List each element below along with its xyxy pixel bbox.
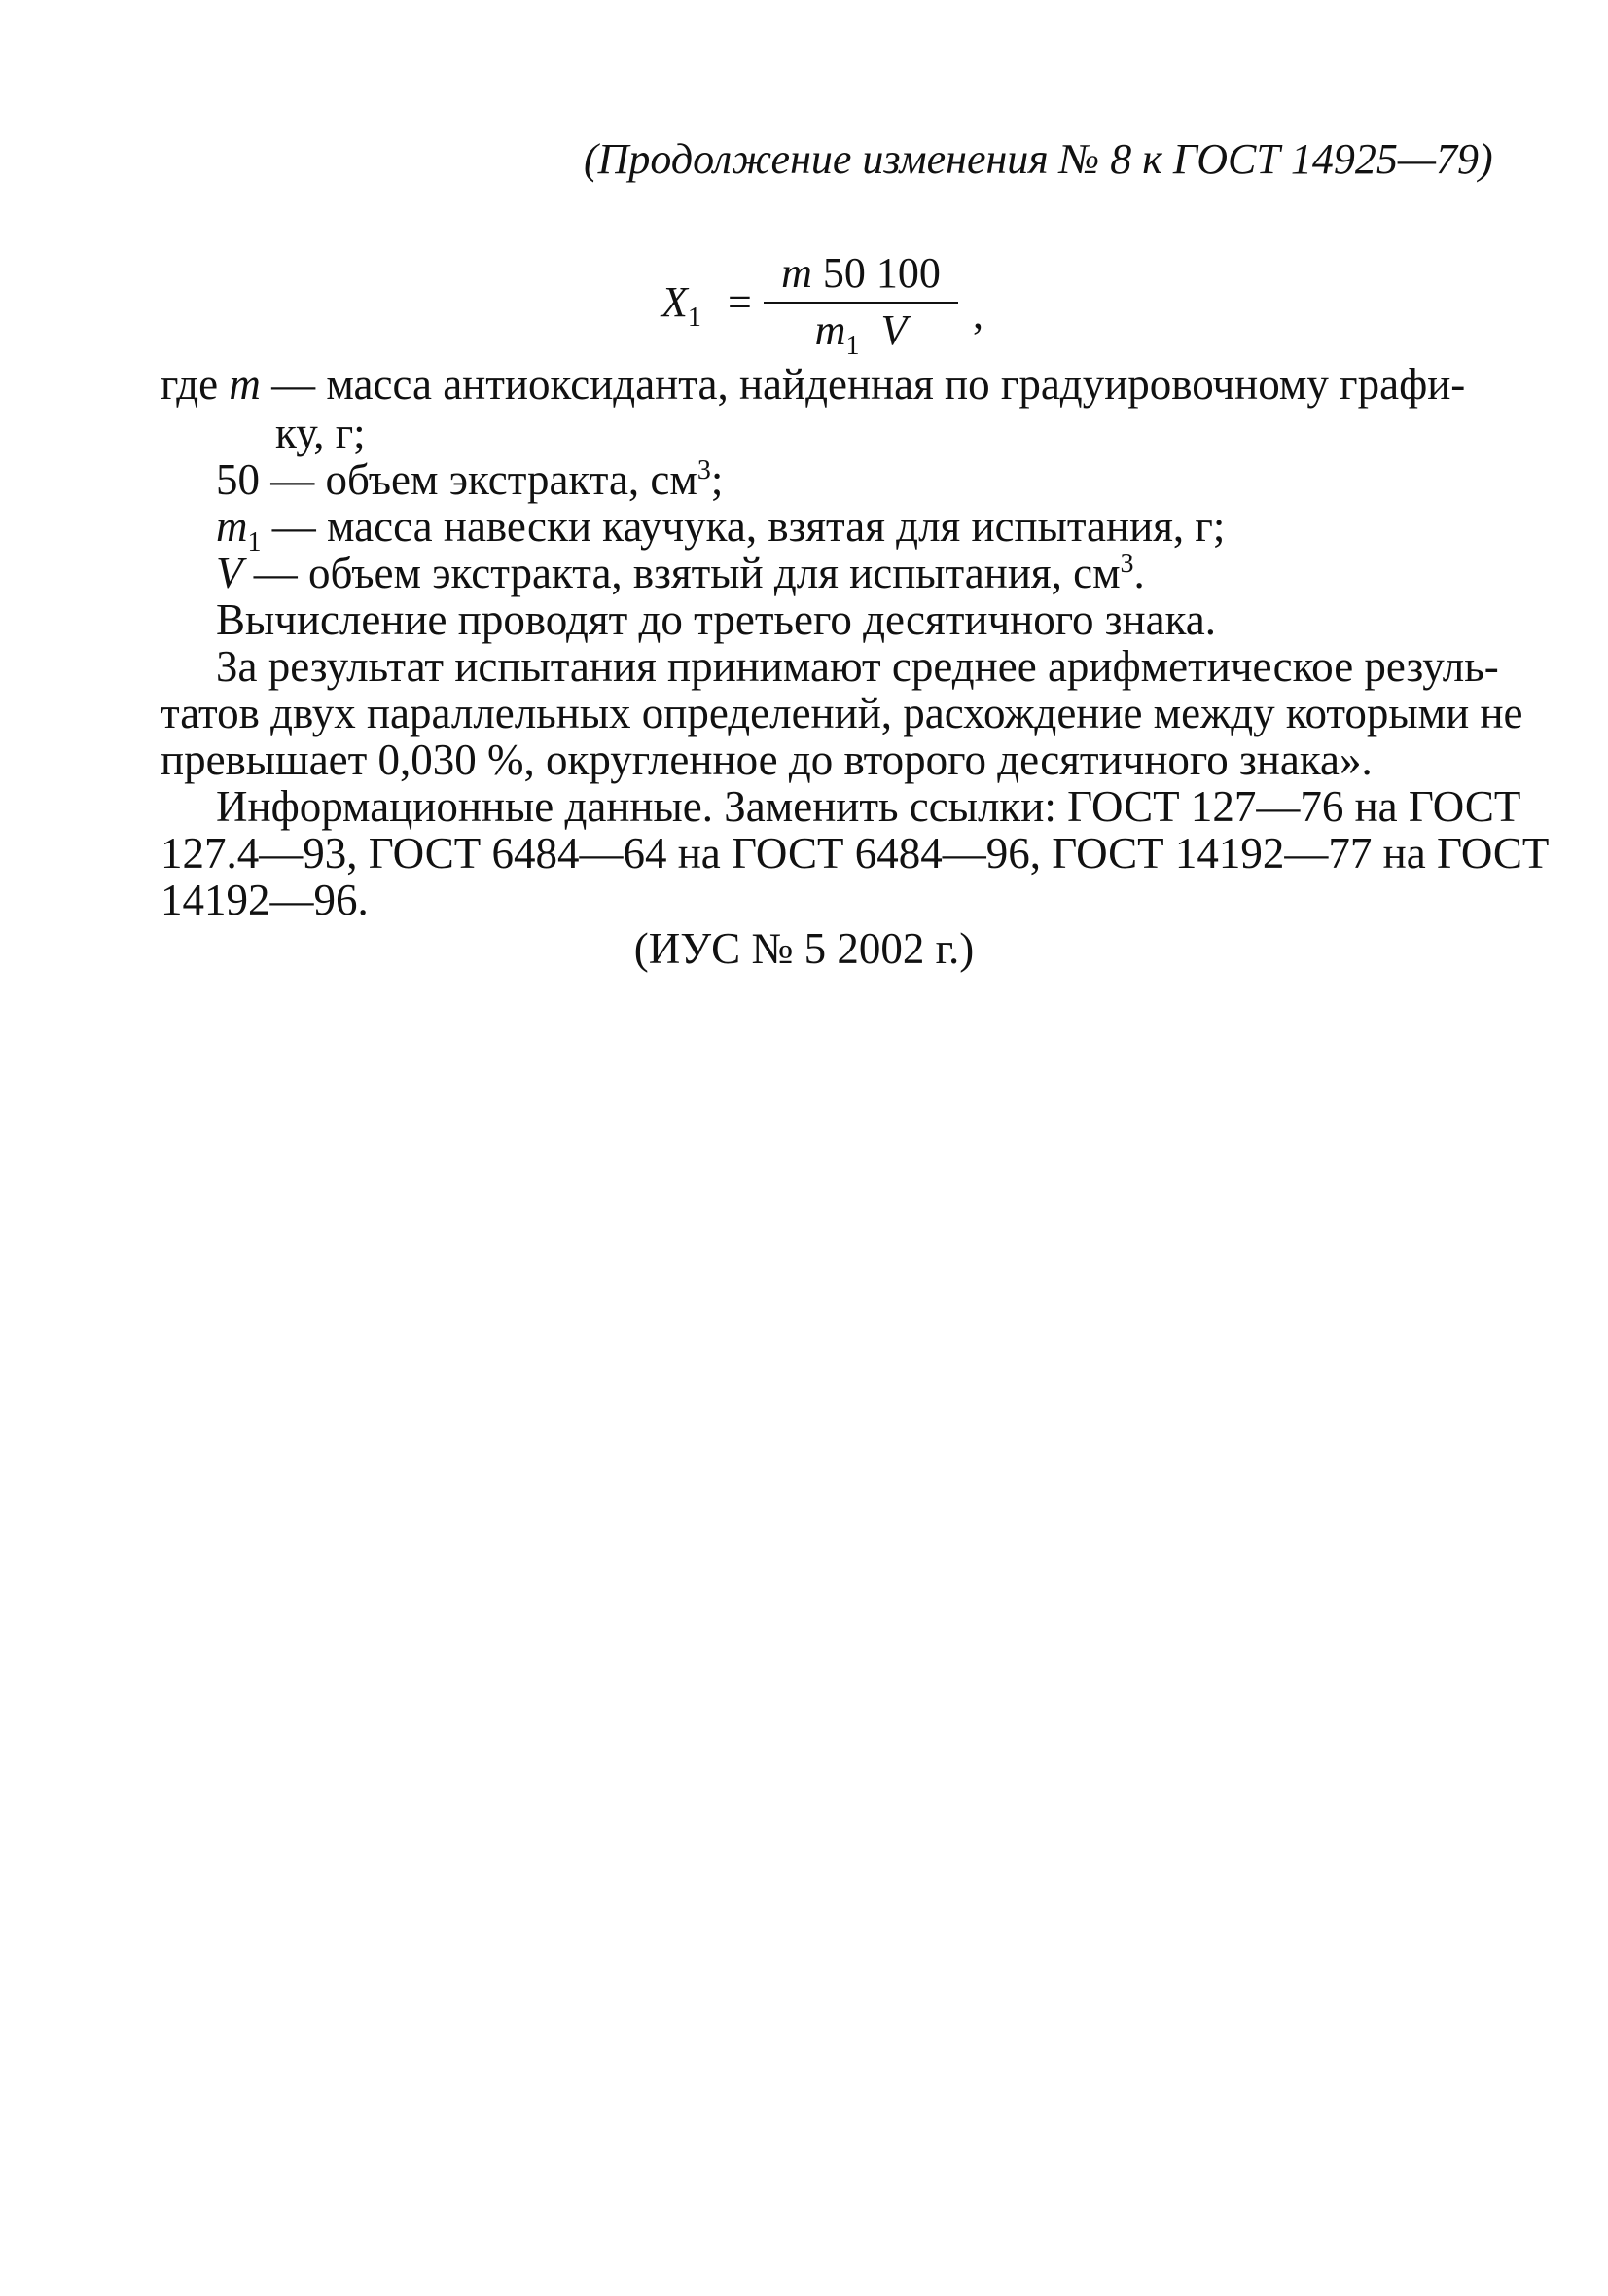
formula-lhs-sub: 1 xyxy=(687,302,701,333)
formula-lhs xyxy=(661,277,701,333)
def2-end: ; xyxy=(710,455,724,504)
paragraph-line: Информационные данные. Заменить ссылки: ГОСТ 127—76 на ГОСТ xyxy=(216,782,1521,831)
formula-den-rest: V xyxy=(880,305,908,354)
paragraph-info xyxy=(161,780,1550,924)
definition-line-extract-volume xyxy=(216,453,723,506)
def3-sub: 1 xyxy=(247,527,262,557)
where-var: m xyxy=(229,360,261,409)
formula-lhs-var: X xyxy=(661,278,688,326)
definition-intro xyxy=(161,358,1466,411)
def4-sup: 3 xyxy=(1120,549,1134,579)
paragraph-calculation xyxy=(161,593,1443,644)
definition-line-sample-mass xyxy=(216,500,1226,557)
ius-reference: (ИУС № 5 2002 г.) xyxy=(633,924,975,973)
formula-numerator xyxy=(764,248,958,300)
definition-intro-continuation: ку, г; xyxy=(275,409,366,457)
def3-text: — масса навески каучука, взятая для испытания, г; xyxy=(261,502,1226,551)
formula-equals: = xyxy=(728,278,752,326)
paragraph-line: Вычисление проводят до третьего десятичного знака. xyxy=(216,595,1217,644)
formula-num-rest: 50 100 xyxy=(811,249,941,297)
formula-fraction xyxy=(764,248,958,361)
paragraph-result xyxy=(161,640,1523,784)
def2-text: 50 — объем экстракта, см xyxy=(216,455,697,504)
paragraph-line: татов двух параллельных определений, расхождение между которыми не xyxy=(161,689,1523,737)
where-text: — масса антиоксиданта, найденная по градуировочному графи- xyxy=(260,360,1466,409)
def4-end: . xyxy=(1133,549,1145,597)
fraction-bar xyxy=(764,302,958,304)
def2-sup: 3 xyxy=(697,455,711,485)
formula-den-var: m xyxy=(814,305,846,354)
formula xyxy=(661,248,983,361)
where-prefix: где xyxy=(161,360,230,409)
paragraph-line: 127.4—93, ГОСТ 6484—64 на ГОСТ 6484—96, ГОСТ 14192—77 на ГОСТ xyxy=(161,829,1550,878)
formula-comma: , xyxy=(973,290,983,338)
def3-var: m xyxy=(216,502,248,551)
def4-var: V xyxy=(216,549,243,597)
formula-num-var: m xyxy=(781,249,812,297)
definition-line-test-volume xyxy=(216,547,1145,599)
paragraph-line: За результат испытания принимают среднее арифметическое резуль- xyxy=(216,642,1499,691)
page-header: (Продолжение изменения № 8 к ГОСТ 14925—79) xyxy=(584,135,1493,183)
def4-text: — объем экстракта, взятый для испытания, см xyxy=(242,549,1121,597)
paragraph-line: 14192—96. xyxy=(161,876,369,924)
paragraph-line: превышает 0,030 %, округленное до второго десятичного знака». xyxy=(161,735,1373,784)
formula-denominator xyxy=(764,305,958,361)
formula-den-sub: 1 xyxy=(845,330,860,361)
